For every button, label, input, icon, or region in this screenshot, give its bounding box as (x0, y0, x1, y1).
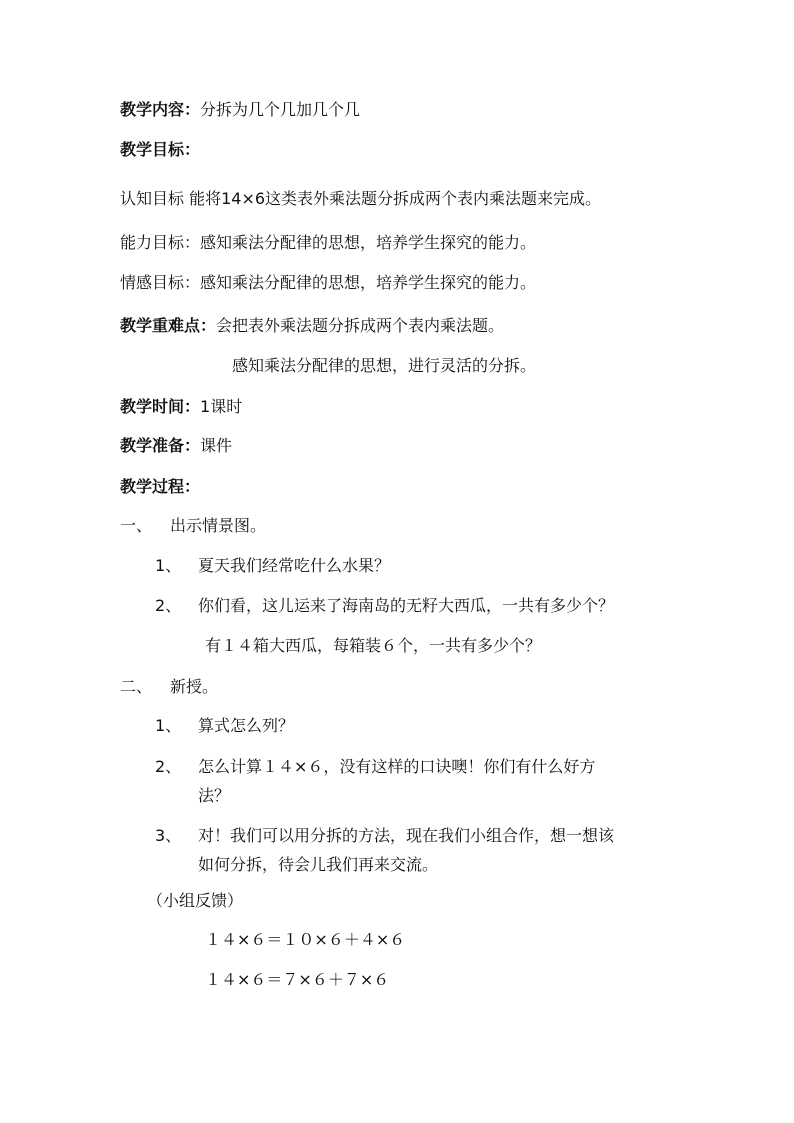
time-label: 教学时间： (120, 397, 201, 416)
time-line (120, 397, 242, 417)
content-line (120, 100, 360, 120)
emotion-goal: 情感目标：感知乘法分配律的思想，培养学生探究的能力。 (120, 273, 537, 292)
equation: １４×６＝１０×６＋４×６ (205, 930, 406, 949)
section2-item-text: 算式怎么列？ (198, 716, 295, 735)
section2-item-number: 2、 (155, 757, 182, 776)
section2-item-text: 怎么计算１４×６，没有这样的口诀噢！你们有什么好方 (198, 757, 596, 776)
time-value: 1课时 (200, 397, 243, 416)
section1-item-text: 你们看，这儿运来了海南岛的无籽大西瓜，一共有多少个？ (198, 596, 615, 615)
key-points-line-2: 感知乘法分配律的思想，进行灵活的分拆。 (232, 356, 537, 375)
equation: １４×６＝７×６＋７×６ (205, 970, 390, 989)
key-points-line (120, 316, 504, 336)
section2-item-text-cont: 如何分拆，待会儿我们再来交流。 (198, 855, 439, 874)
group-feedback: （小组反馈） (147, 891, 244, 910)
section1-subline: 有１４箱大西瓜，每箱装６个，一共有多少个？ (205, 636, 542, 655)
section2-item-number: 1、 (155, 716, 182, 735)
section2-number: 二、 (120, 677, 153, 696)
section1-item-number: 1、 (155, 556, 182, 575)
prep-line (120, 436, 232, 456)
goals-label: 教学目标： (120, 140, 201, 159)
cognitive-goal: 认知目标 能将14×6这类表外乘法题分拆成两个表内乘法题来完成。 (120, 189, 602, 208)
ability-goal: 能力目标：感知乘法分配律的思想，培养学生探究的能力。 (120, 233, 537, 252)
section2-title: 新授。 (170, 677, 219, 696)
section1-number: 一、 (120, 516, 153, 535)
section2-item-number: 3、 (155, 826, 182, 845)
process-label: 教学过程： (120, 477, 201, 496)
content-value: 分拆为几个几加几个几 (200, 100, 361, 119)
section1-title: 出示情景图。 (170, 516, 267, 535)
section1-item-number: 2、 (155, 596, 182, 615)
key-label: 教学重难点： (120, 316, 217, 335)
key-value: 会把表外乘法题分拆成两个表内乘法题。 (216, 316, 505, 335)
section2-item-text: 对！我们可以用分拆的方法，现在我们小组合作，想一想该 (198, 826, 615, 845)
prep-label: 教学准备： (120, 436, 201, 455)
section2-item-text-cont: 法？ (198, 786, 231, 805)
section1-item-text: 夏天我们经常吃什么水果？ (198, 556, 391, 575)
content-label: 教学内容： (120, 100, 201, 119)
prep-value: 课件 (200, 436, 233, 455)
